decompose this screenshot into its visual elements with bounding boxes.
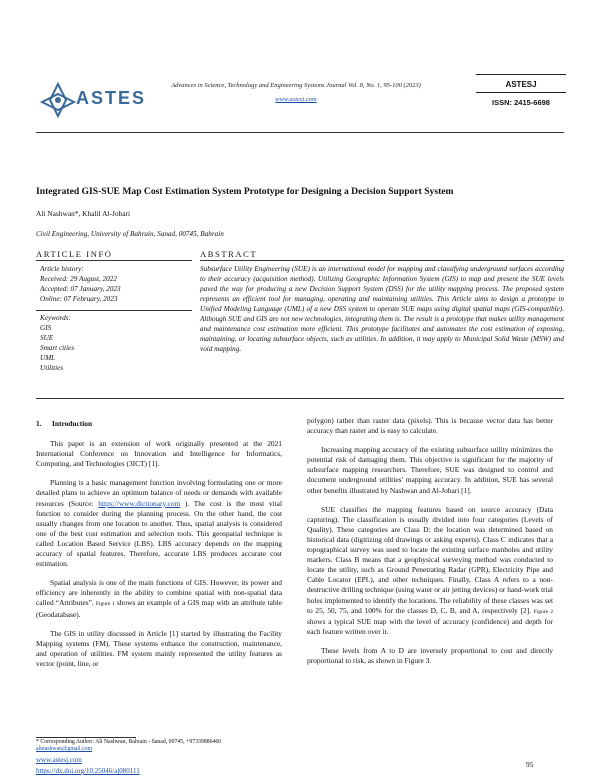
abstract-bottom-rule: [36, 398, 564, 399]
keyword-item: Utilities: [40, 364, 64, 372]
page-number: 95: [526, 760, 534, 769]
keyword-item: SUE: [40, 334, 54, 342]
paragraph: [36, 478, 282, 569]
paragraph: polygon) rather than raster data (pixels). This is because vector data has better accuracy than raster and is easy to calculate.: [307, 416, 553, 436]
paragraph-text: Planning is a basic management function involving formulating one or more detailed plans to achieve an optimum balance of needs or demands with available resources (Source:: [36, 478, 282, 508]
footer-url-link[interactable]: www.astesj.com: [36, 756, 82, 764]
section-heading: [36, 419, 282, 429]
history-label: Article history:: [40, 265, 84, 273]
abstract-rule: [200, 260, 564, 261]
dictionary-link[interactable]: https://www.dictionary.com: [98, 498, 181, 508]
issn-top-rule: [476, 74, 566, 75]
paragraph: The GIS in utility discussed in Article [1] started by illustrating the Facility Mapping systems (FM). These systems enhance the construction, maintenance, and operation of utilities. FM system mainly represented the utility features as vector (point, line, or: [36, 628, 282, 668]
paragraph: Increasing mapping accuracy of the existing subsurface utility minimizes the potential risk of damaging them. This objective is significant for the majority of subsurface mapping researchers. Therefore, SUE was designed to control and document underground utilities' mapping accuracy. In addition, SUE has several other benefits illustrated by Nashwan and Al-Jobari [1].: [307, 445, 553, 495]
paper-authors: Ali Nashwan*, Khalil Al-Jobari: [36, 209, 131, 218]
paragraph: This paper is an extension of work originally presented at the 2021 International Conference on Innovation and Intelligence for Informatics, Computing, and Technologies (3ICT) [1].: [36, 439, 282, 469]
header-rule: [36, 132, 564, 133]
article-info-rule: [36, 260, 192, 261]
paper-title: Integrated GIS-SUE Map Cost Estimation System Prototype for Designing a Decision Support System: [36, 186, 454, 197]
paragraph-text: ). The cost is the most vital function to consider during the planning process. On the other hand, the cost usually changes from one location to another. Thus, spatial analysis is considered one of the best cost estimation and selection tools. This geospatial technique is called Location Based Service (LBS). LBS accuracy depends on the mapping accuracy of spatial features. Therefore, accurate LBS produces accurate cost estimation.: [36, 498, 282, 569]
article-info-heading: ARTICLE INFO: [36, 249, 113, 259]
section-number: 1.: [36, 419, 42, 428]
logo-text: ASTES: [76, 88, 147, 108]
section-title: Introduction: [52, 419, 93, 428]
journal-citation: Advances in Science, Technology and Engineering Systems Journal Vol. 8, No. 1, 95-100 (2023): [171, 82, 421, 89]
body-left-column: [36, 419, 282, 678]
paragraph: These levels from A to D are inversely proportional to cost and directly proportional to risk, as shown in Figure 3.: [307, 645, 553, 665]
footnote-rule: [36, 737, 136, 738]
corresponding-author-footnote: [36, 739, 296, 753]
doi-link[interactable]: https://dx.doi.org/10.25046/aj080111: [36, 767, 140, 775]
journal-url-link[interactable]: www.astesj.com: [275, 96, 317, 103]
keywords-label: Keywords:: [40, 314, 71, 322]
keyword-item: UML: [40, 354, 56, 362]
issn-journal-name: ASTESJ: [505, 80, 537, 89]
figure-ref: Figure 1: [95, 601, 115, 608]
paper-affiliation: Civil Engineering, University of Bahrain, Sanad, 00745, Bahrain: [36, 230, 224, 238]
history-accepted: Accepted: 07 January, 2023: [40, 285, 121, 293]
footnote-text: * Corresponding Author: Ali Nashwan, Bahrain - Sanad, 00745, +97339886460: [36, 739, 222, 745]
paragraph-text: shows an example of a GIS map with an attribute table (Geodatabase).: [36, 598, 282, 619]
paragraph-text: Spatial analysis is one of the main functions of GIS. However, its power and efficiency are inherently in the ability to combine spatial with non-spatial data called “Attributes”.: [36, 578, 282, 608]
article-history: [40, 264, 192, 304]
paragraph: [307, 505, 553, 637]
figure-ref: Figure 2: [533, 608, 553, 615]
issn-mid-rule: [476, 92, 566, 93]
abstract-text: Subsurface Utility Engineering (SUE) is an international model for mapping and classifying underground surfaces according to their accuracy (acquisition method). Utilizing Geographic Information System (GIS) to map and present the SUE levels paved the way for producing a new Decision Support System (DSS) for the utility mapping process. The proposed system represents an efficient tool for managing, operating and maintaining utilities. This Article aims to design a prototype in Unified Modeling Language (UML) of a new DSS system to operate SUE maps using digital spatial maps (GIS-compatible). Although SUE and GIS are not new technologies, integrating them is. The result is a prototype that makes utility management and maintenance cost estimation more efficient. This prototype facilitates and automates the cost estimation of exposing, maintaining, or locating subsurface objects, such as utilities. In addition, it may apply to Municipal Solid Waste (MSW) and void mapping.: [200, 265, 564, 353]
astes-logo-icon: [36, 80, 80, 124]
paragraph-text: SUE classifies the mapping features based on source accuracy (Data capturing). The classification is usually divided into four categories (Levels of Quality). These categories are Class D: the location was determined based on historical data (digitizing old drawings or asking experts). Class C indicates that a topographical survey was used to locate the existing surface manholes and utility markers. Class B means that a geophysical surveying method was conducted to locate the utility, such as Ground Penetrating Radar (GPR), Electricity Pipe and Cable Locator (EPL), and other techniques. Finally, Class A refers to a non-destructive drilling technique (using water or air jetting devices) or hand-work trial holes implemented to identify the locations. The reliability of these classes was set to 25, 50, 75, and 100% for the classes D, C, B, and A, respectively [2].: [307, 504, 553, 615]
body-right-column: [307, 416, 553, 675]
keyword-item: GIS: [40, 324, 52, 332]
paragraph: [36, 578, 282, 619]
abstract-heading: ABSTRACT: [200, 249, 258, 259]
author-email-link[interactable]: alinashwan@gmail.com: [36, 746, 93, 752]
issn-number: ISSN: 2415-6698: [492, 98, 550, 107]
keyword-item: Smart cities: [40, 344, 75, 352]
issn-box: [476, 74, 566, 122]
article-info-divider: [36, 310, 192, 311]
history-received: Received: 29 August, 2022: [40, 275, 117, 283]
journal-header: [36, 80, 564, 130]
keywords-list: [40, 313, 192, 373]
paragraph-text: shows a typical SUE map with the level of accuracy (confidence) and depth for each feature written over it.: [307, 616, 553, 636]
astes-logo: [36, 80, 147, 124]
history-online: Online: 07 February, 2023: [40, 295, 118, 303]
